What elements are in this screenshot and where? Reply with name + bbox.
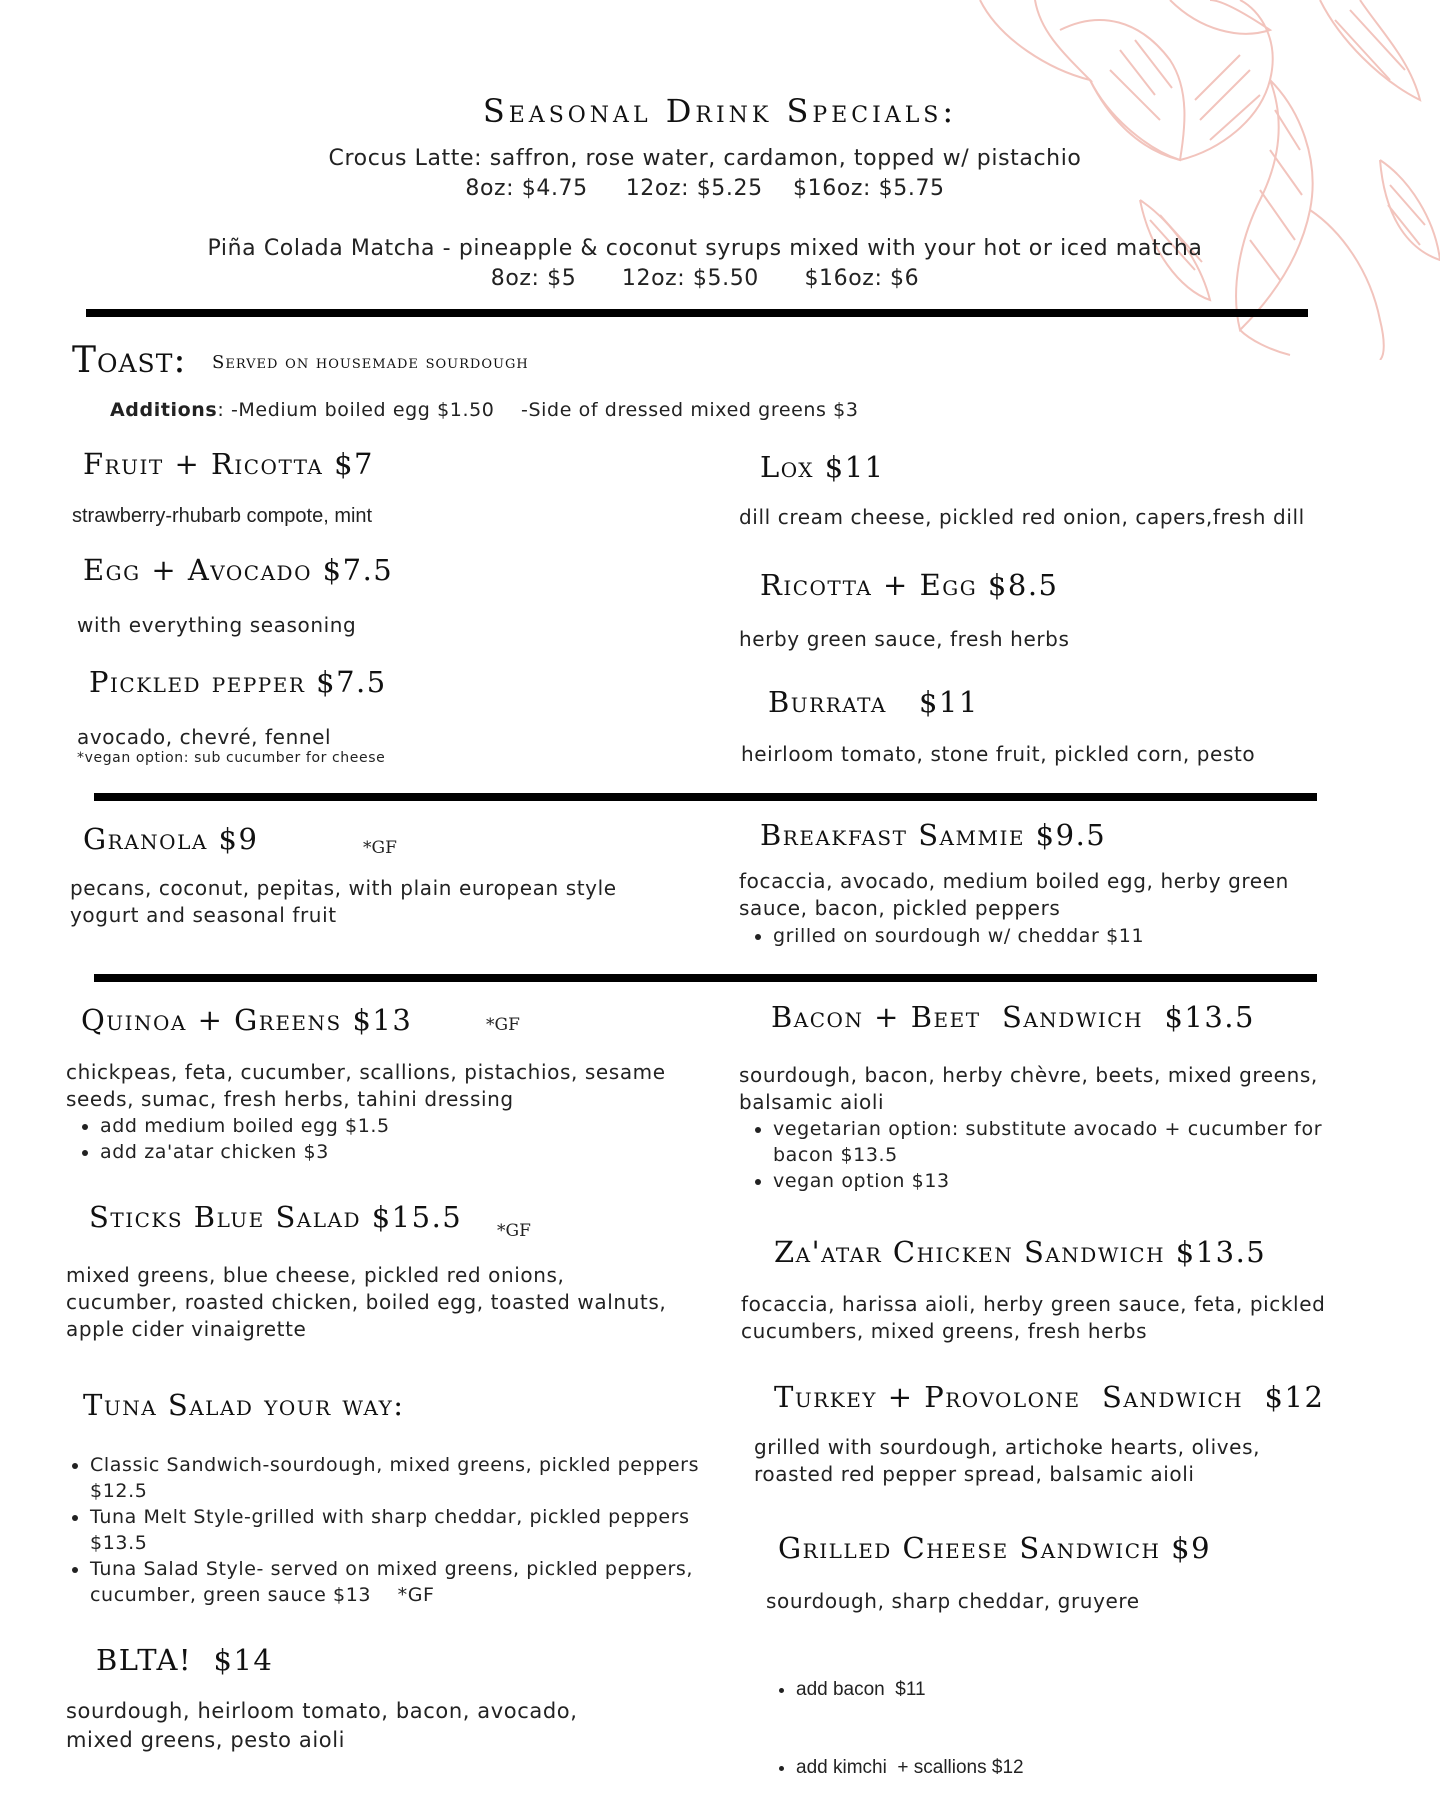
- divider-rule: [94, 793, 1317, 801]
- item-sticks-blue-salad: Sticks Blue Salad $15.5: [89, 1200, 463, 1234]
- item-ricotta-egg: Ricotta + Egg $8.5: [760, 568, 1059, 602]
- toast-subtitle: Served on housemade sourdough: [212, 352, 529, 373]
- toast-section-title: Toast:: [72, 340, 187, 381]
- crocus-latte-line: Crocus Latte: saffron, rose water, cardamon, topped w/ pistachio: [328, 146, 1082, 171]
- item-desc: sourdough, heirloom tomato, bacon, avocado, mixed greens, pesto aioli: [66, 1699, 578, 1752]
- item-note: *vegan option: sub cucumber for cheese: [77, 750, 386, 766]
- item-desc: sourdough, bacon, herby chèvre, beets, mixed greens, balsamic aioli: [739, 1063, 1318, 1114]
- gf-tag: *GF: [363, 838, 397, 858]
- option-item: • vegetarian option: substitute avocado + cucumber for bacon $13.5: [773, 1116, 1373, 1168]
- item-options: [762, 1625, 1024, 1807]
- item-desc: pecans, coconut, pepitas, with plain european style yogurt and seasonal fruit: [70, 876, 617, 927]
- item-breakfast-sammie: Breakfast Sammie $9.5: [760, 818, 1107, 852]
- crocus-latte-sizes: 8oz: $4.75 12oz: $5.25 $16oz: $5.75: [465, 176, 945, 201]
- option-item: • grilled on sourdough w/ cheddar $11: [773, 923, 1144, 949]
- pina-colada-line: Piña Colada Matcha - pineapple & coconut syrups mixed with your hot or iced matcha: [207, 236, 1203, 261]
- item-fruit-ricotta: Fruit + Ricotta $7: [83, 447, 374, 481]
- option-item: • Classic Sandwich-sourdough, mixed greens, pickled peppers $12.5: [90, 1452, 720, 1504]
- divider-rule: [94, 974, 1317, 982]
- gf-tag: *GF: [497, 1221, 531, 1241]
- item-options: [66, 1113, 390, 1165]
- item-options: [739, 923, 1144, 949]
- option-item: • add medium boiled egg $1.5: [100, 1113, 390, 1139]
- item-egg-avocado: Egg + Avocado $7.5: [83, 553, 394, 587]
- pina-colada-sizes: 8oz: $5 12oz: $5.50 $16oz: $6: [490, 266, 920, 291]
- additions-label: Additions: [110, 399, 218, 421]
- item-desc: dill cream cheese, pickled red onion, capers,fresh dill: [739, 505, 1305, 529]
- item-options: [739, 1116, 1373, 1194]
- item-desc: herby green sauce, fresh herbs: [739, 627, 1070, 651]
- item-desc: heirloom tomato, stone fruit, pickled corn, pesto: [741, 742, 1256, 766]
- item-burrata: Burrata $11: [768, 685, 979, 719]
- item-desc: sourdough, sharp cheddar, gruyere: [766, 1589, 1140, 1613]
- item-desc: avocado, chevré, fennel: [77, 725, 332, 749]
- item-desc: strawberry-rhubarb compote, mint: [72, 505, 373, 527]
- item-lox: Lox $11: [760, 450, 885, 484]
- item-tuna-salad: Tuna Salad your way:: [83, 1388, 405, 1422]
- item-desc: grilled with sourdough, artichoke hearts, olives, roasted red pepper spread, balsamic aioli: [754, 1435, 1261, 1486]
- item-desc: mixed greens, blue cheese, pickled red onions, cucumber, roasted chicken, boiled egg, toasted walnuts, apple cider vinaigrette: [66, 1263, 667, 1341]
- item-options: [56, 1452, 720, 1608]
- divider-rule: [86, 309, 1308, 317]
- option-item: • add bacon $11: [796, 1677, 1024, 1703]
- toast-additions: [110, 397, 859, 424]
- item-bacon-beet-sandwich: Bacon + Beet Sandwich $13.5: [771, 1000, 1255, 1034]
- option-item: • vegan option $13: [773, 1168, 1373, 1194]
- item-desc: with everything seasoning: [77, 613, 357, 637]
- item-quinoa-greens: Quinoa + Greens $13: [81, 1003, 413, 1037]
- item-granola: Granola $9: [83, 822, 259, 856]
- drink-specials-title: Seasonal Drink Specials:: [482, 92, 958, 130]
- option-item: • Tuna Melt Style-grilled with sharp cheddar, pickled peppers $13.5: [90, 1504, 720, 1556]
- additions-text: : -Medium boiled egg $1.50 -Side of dressed mixed greens $3: [217, 399, 859, 421]
- item-desc: focaccia, avocado, medium boiled egg, herby green sauce, bacon, pickled peppers: [739, 869, 1289, 920]
- item-desc: chickpeas, feta, cucumber, scallions, pistachios, sesame seeds, sumac, fresh herbs, tahini dressing: [66, 1060, 666, 1111]
- item-desc: focaccia, harissa aioli, herby green sauce, feta, pickled cucumbers, mixed greens, fresh herbs: [741, 1292, 1326, 1343]
- gf-tag: *GF: [486, 1015, 520, 1035]
- option-item: • add kimchi + scallions $12: [796, 1755, 1024, 1781]
- item-turkey-provolone-sandwich: Turkey + Provolone Sandwich $12: [774, 1380, 1325, 1414]
- option-item: • Tuna Salad Style- served on mixed greens, pickled peppers, cucumber, green sauce $13 *GF: [90, 1556, 720, 1608]
- item-grilled-cheese-sandwich: Grilled Cheese Sandwich $9: [778, 1531, 1212, 1565]
- item-pickled-pepper: Pickled pepper $7.5: [89, 665, 387, 699]
- item-blta: BLTA! $14: [96, 1643, 274, 1677]
- option-item: • add za'atar chicken $3: [100, 1139, 390, 1165]
- item-zaatar-chicken-sandwich: Za'atar Chicken Sandwich $13.5: [774, 1235, 1267, 1269]
